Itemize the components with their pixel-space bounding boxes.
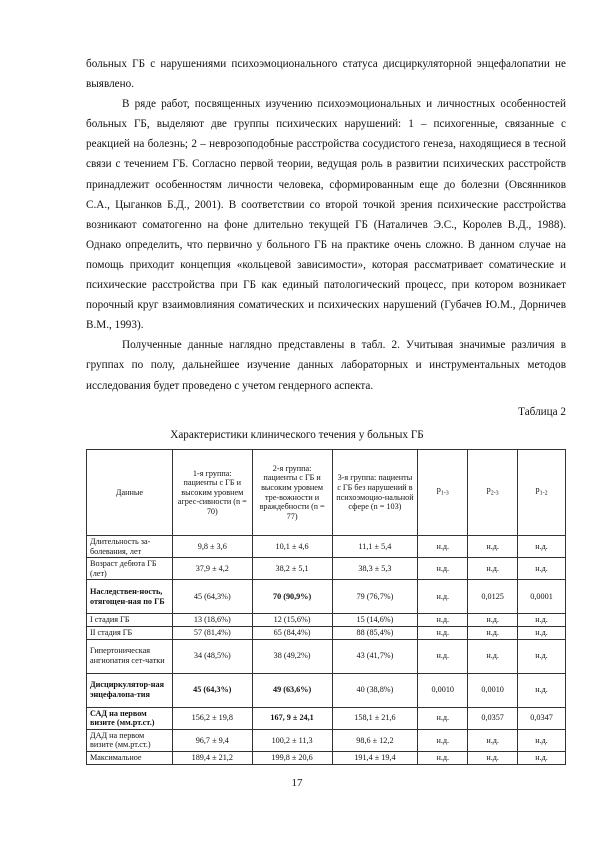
paragraph: В ряде работ, посвященных изучению психоэмоциональных и личностных особенностей больных ГБ, выделяют две группы психических нарушений: 1 – психогенные, связанные с реакцией на болезнь; 2 – неврозоподобные расстройства сосудистого генеза, находящиеся в тесной связи с течением ГБ. Согласно первой теории, ведущая роль в развитии психических расстройств принадлежит особенностям личности человека, сформированным еще до болезни (Овсянников С.А., Цыганков Б.Д., 2001). В соответствии со второй точкой зрения психические расстройства возникают соматогенно на фоне длительно текущей ГБ (Наталичев Э.С., Королев В.Д., 1988). Однако определить, что первично у больного ГБ на практике очень сложно. В данном случае на помощь приходит концепция «кольцевой зависимости», которая рассматривает соматические и психические расстройства при ГБ как единый патологический процесс, при котором возникает порочный круг взаимовлияния соматических и психических нарушений (Губачев Ю.М., Дорничев В.М., 1993). [86,98,566,332]
cell-g3: 43 (41,7%) [332,639,418,673]
cell-g3: 40 (38,8%) [332,673,418,707]
row-label: Гипертоническая ангиопатия сет-чатки [87,639,173,673]
cell-g2: 38 (49,2%) [252,639,332,673]
cell-p12: н.д. [518,673,566,707]
cell-p13: н.д. [418,751,468,764]
row-label: Дисциркулятор-ная энцефалопа-тия [87,673,173,707]
cell-g3: 191,4 ± 19,4 [332,751,418,764]
cell-p12: н.д. [518,614,566,627]
cell-g3: 158,1 ± 21,6 [332,707,418,729]
header-p12: $p_{1-2}$ [518,450,566,536]
cell-p23: н.д. [468,729,518,751]
table-label: Таблица 2 [518,406,566,418]
cell-p12: н.д. [518,751,566,764]
body-text [86,54,566,396]
cell-p12: н.д. [518,626,566,639]
cell-p13: н.д. [418,707,468,729]
cell-g2: 100,2 ± 11,3 [252,729,332,751]
cell-g3: 98,6 ± 12,2 [332,729,418,751]
cell-g3: 15 (14,6%) [332,614,418,627]
cell-g3: 38,3 ± 5,3 [332,558,418,580]
cell-g1: 34 (48,5%) [172,639,252,673]
cell-g1: 37,9 ± 4,2 [172,558,252,580]
paragraph: Полученные данные наглядно представлены в табл. 2. Учитывая значимые различия в группах по полу, дальнейшее изучение данных лабораторных и инструментальных методов исследования будет проведено с учетом гендерного аспекта. [86,339,566,392]
cell-g1: 9,8 ± 3,6 [172,536,252,558]
row-label: САД на первом визите (мм.рт.ст.) [87,707,173,729]
table-row [87,673,566,707]
cell-g2: 38,2 ± 5,1 [252,558,332,580]
cell-p23: н.д. [468,614,518,627]
cell-g1: 156,2 ± 19,8 [172,707,252,729]
row-label: Максимальное [87,751,173,764]
cell-p13: н.д. [418,580,468,614]
cell-g1: 45 (64,3%) [172,580,252,614]
cell-g2: 70 (90,9%) [252,580,332,614]
cell-p13: н.д. [418,626,468,639]
cell-g3: 88 (85,4%) [332,626,418,639]
row-label: Длительность за-болевания, лет [87,536,173,558]
cell-g2: 199,8 ± 20,6 [252,751,332,764]
cell-p23: н.д. [468,536,518,558]
cell-p12: н.д. [518,639,566,673]
page-number: 17 [291,777,303,789]
cell-g1: 45 (64,3%) [172,673,252,707]
table-row [87,536,566,558]
cell-p13: н.д. [418,729,468,751]
table-row [87,729,566,751]
paragraph: больных ГБ с нарушениями психоэмоционального статуса дисциркуляторной энцефалопатии не выявлено. [86,58,566,91]
cell-p13: н.д. [418,558,468,580]
cell-g1: 96,7 ± 9,4 [172,729,252,751]
cell-g2: 12 (15,6%) [252,614,332,627]
header-group-3: 3-я группа: пациенты с ГБ без нарушений в психоэмоцио-нальной сфере (n = 103) [332,450,418,536]
header-group-1: 1-я группа: пациенты с ГБ и высоким уровнем агрес-сивности (n = 70) [172,450,252,536]
table-row [87,614,566,627]
table-title: Характеристики клинического течения у больных ГБ [170,429,424,441]
row-label: ДАД на первом визите (мм.рт.ст.) [87,729,173,751]
cell-p13: н.д. [418,639,468,673]
cell-g2: 10,1 ± 4,6 [252,536,332,558]
row-label: I стадия ГБ [87,614,173,627]
cell-g1: 13 (18,6%) [172,614,252,627]
cell-p23: н.д. [468,751,518,764]
clinical-table [86,449,566,765]
cell-p23: 0,0125 [468,580,518,614]
table-row [87,580,566,614]
cell-p13: 0,0010 [418,673,468,707]
cell-g1: 57 (81,4%) [172,626,252,639]
cell-g1: 189,4 ± 21,2 [172,751,252,764]
cell-p12: 0,0347 [518,707,566,729]
cell-p13: н.д. [418,536,468,558]
header-p23: $p_{2-3}$ [468,450,518,536]
cell-p23: н.д. [468,558,518,580]
cell-p23: н.д. [468,639,518,673]
cell-p12: н.д. [518,729,566,751]
table-row [87,626,566,639]
cell-g2: 65 (84,4%) [252,626,332,639]
cell-g2: 167, 9 ± 24,1 [252,707,332,729]
cell-p12: 0,0001 [518,580,566,614]
cell-g3: 11,1 ± 5,4 [332,536,418,558]
cell-g3: 79 (76,7%) [332,580,418,614]
table-row [87,751,566,764]
header-p13: $p_{1-3}$ [418,450,468,536]
cell-g2: 49 (63,6%) [252,673,332,707]
table-row [87,558,566,580]
row-label: II стадия ГБ [87,626,173,639]
table-row [87,707,566,729]
cell-p23: 0,0357 [468,707,518,729]
cell-p12: н.д. [518,536,566,558]
cell-p23: н.д. [468,626,518,639]
cell-p13: н.д. [418,614,468,627]
row-label: Наследствен-ность, отягощен-ная по ГБ [87,580,173,614]
row-label: Возраст дебюта ГБ (лет) [87,558,173,580]
cell-p23: 0,0010 [468,673,518,707]
header-group-2: 2-я группа: пациенты с ГБ и высоким уровнем тре-вожности и враждебности (n = 77) [252,450,332,536]
table-row [87,639,566,673]
header-data: Данные [87,450,173,536]
table-body [87,536,566,765]
cell-p12: н.д. [518,558,566,580]
